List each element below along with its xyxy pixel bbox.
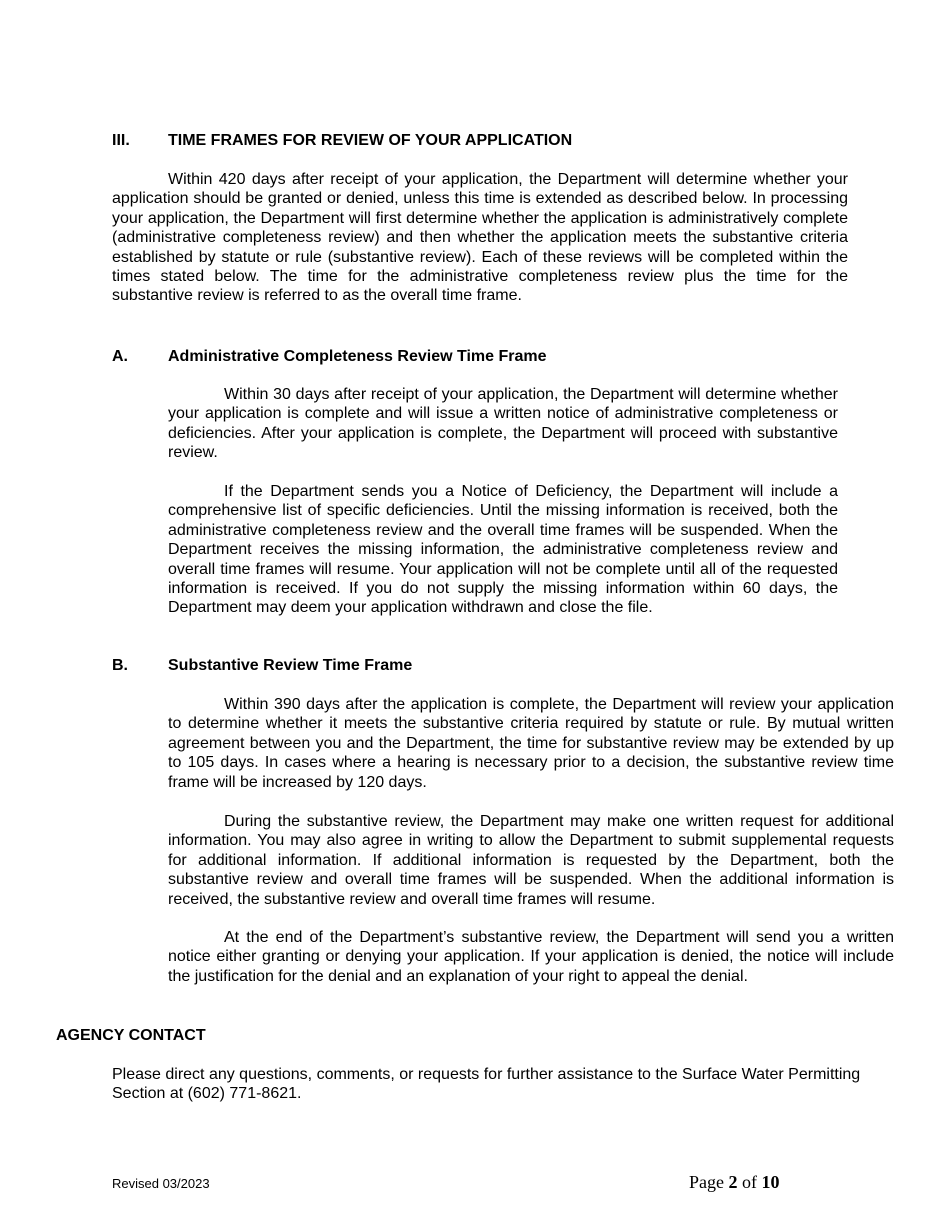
- section-3-intro: Within 420 days after receipt of your application, the Department will determine whether your application should be granted or denied, unless this time is extended as described below. In processing your application, the Department will first determine whether the application is administratively complete (administrative completeness review) and then whether the application meets the substantive criteria established by statute or rule (substantive review). Each of these reviews will be completed within the times stated below. The time for the administrative completeness review plus the time for the substantive review is referred to as the overall time frame.: [112, 171, 848, 305]
- section-3-number: III.: [112, 132, 130, 149]
- section-b-letter: B.: [112, 657, 128, 674]
- section-b-paragraph-3: At the end of the Department’s substantive review, the Department will send you a written notice either granting or denying your application. If your application is denied, the notice will include the justification for the denial and an explanation of your right to appeal the denial.: [168, 929, 894, 985]
- current-page: 2: [728, 1172, 738, 1192]
- section-b-paragraph-1: Within 390 days after the application is complete, the Department will review your application to determine whether it meets the substantive criteria required by statute or rule. By mutual written agreement between you and the Department, the time for substantive review may be extended by up to 105 days. In cases where a hearing is necessary prior to a decision, the substantive review time frame will be increased by 120 days.: [168, 696, 894, 791]
- page-number: [689, 1172, 780, 1193]
- section-3-title: TIME FRAMES FOR REVIEW OF YOUR APPLICATION: [168, 132, 573, 149]
- agency-contact-title: AGENCY CONTACT: [56, 1027, 206, 1044]
- section-a-letter: A.: [112, 348, 128, 365]
- agency-contact-text: Please direct any questions, comments, or requests for further assistance to the Surface Water Permitting Section at (602) 771-8621.: [112, 1066, 861, 1103]
- page-word: Page: [689, 1172, 724, 1192]
- of-word: of: [742, 1172, 757, 1192]
- section-a-paragraph-1: Within 30 days after receipt of your application, the Department will determine whether your application is complete and will issue a written notice of administrative completeness or deficiencies. After your application is complete, the Department will proceed with substantive review.: [168, 386, 838, 462]
- section-b-paragraph-2: During the substantive review, the Department may make one written request for additional information. You may also agree in writing to allow the Department to submit supplemental requests for additional information. If additional information is requested by the Department, both the substantive review and overall time frames will be suspended. When the additional information is received, the substantive review and overall time frames will resume.: [168, 813, 894, 908]
- total-pages: 10: [761, 1172, 780, 1192]
- section-a-title: Administrative Completeness Review Time Frame: [168, 348, 547, 365]
- section-b-title: Substantive Review Time Frame: [168, 657, 413, 674]
- revised-date: Revised 03/2023: [112, 1176, 210, 1191]
- section-a-paragraph-2: If the Department sends you a Notice of Deficiency, the Department will include a comprehensive list of specific deficiencies. Until the missing information is received, both the administrative completeness review and the overall time frames will be suspended. When the Department receives the missing information, the administrative completeness review and overall time frames will resume. Your application will not be complete until all of the requested information is received. If you do not supply the missing information within 60 days, the Department may deem your application withdrawn and close the file.: [168, 483, 838, 617]
